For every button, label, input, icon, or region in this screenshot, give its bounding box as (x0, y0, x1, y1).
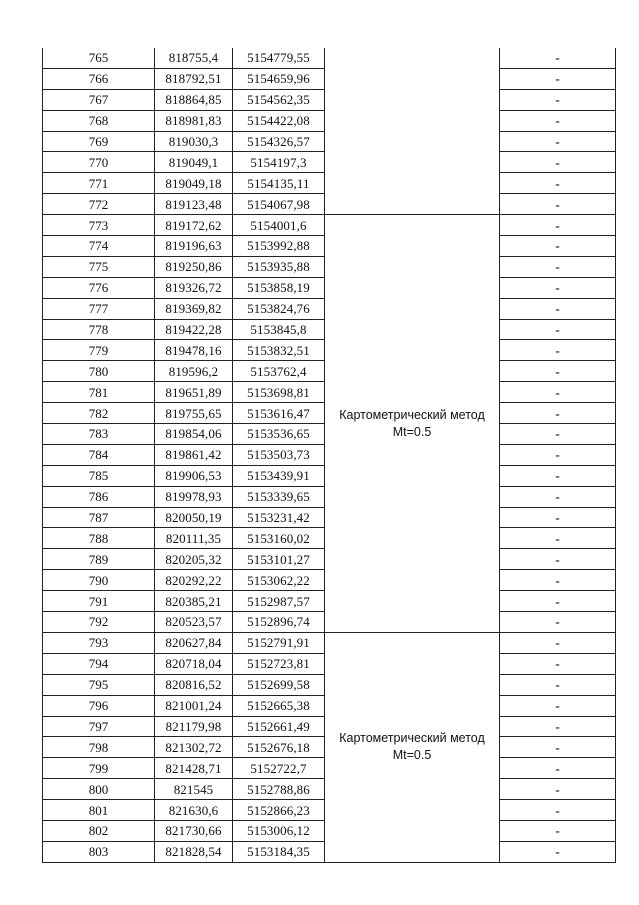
point-number: 766 (43, 68, 155, 89)
accuracy-dash: - (500, 820, 616, 841)
point-number: 773 (43, 215, 155, 236)
coord-y: 5153101,27 (233, 549, 325, 570)
point-number: 795 (43, 674, 155, 695)
coord-y: 5153339,65 (233, 486, 325, 507)
coord-x: 819049,18 (155, 173, 233, 194)
point-number: 803 (43, 841, 155, 862)
table-row (43, 632, 616, 653)
accuracy-dash: - (500, 215, 616, 236)
coord-x: 820718,04 (155, 653, 233, 674)
coord-y: 5154001,6 (233, 215, 325, 236)
point-number: 774 (43, 236, 155, 257)
coord-x: 820523,57 (155, 612, 233, 633)
coord-x: 819755,65 (155, 403, 233, 424)
coord-x: 819906,53 (155, 465, 233, 486)
coord-x: 821428,71 (155, 758, 233, 779)
method-cell (325, 48, 500, 215)
coord-x: 819422,28 (155, 319, 233, 340)
coord-x: 819123,48 (155, 194, 233, 215)
accuracy-dash: - (500, 653, 616, 674)
accuracy-dash: - (500, 236, 616, 257)
point-number: 786 (43, 486, 155, 507)
coord-x: 820111,35 (155, 528, 233, 549)
accuracy-dash: - (500, 319, 616, 340)
coord-x: 818981,83 (155, 110, 233, 131)
coord-y: 5154197,3 (233, 152, 325, 173)
point-number: 791 (43, 591, 155, 612)
accuracy-dash: - (500, 841, 616, 862)
point-number: 770 (43, 152, 155, 173)
coord-y: 5154067,98 (233, 194, 325, 215)
accuracy-dash: - (500, 68, 616, 89)
coord-y: 5152987,57 (233, 591, 325, 612)
coord-x: 820205,32 (155, 549, 233, 570)
point-number: 802 (43, 820, 155, 841)
accuracy-dash: - (500, 737, 616, 758)
coord-x: 819861,42 (155, 444, 233, 465)
coord-y: 5153439,91 (233, 465, 325, 486)
point-number: 799 (43, 758, 155, 779)
coord-y: 5153062,22 (233, 570, 325, 591)
point-number: 767 (43, 89, 155, 110)
coord-x: 819651,89 (155, 382, 233, 403)
coord-x: 819172,62 (155, 215, 233, 236)
accuracy-dash: - (500, 48, 616, 68)
accuracy-dash: - (500, 800, 616, 821)
coord-x: 819030,3 (155, 131, 233, 152)
point-number: 800 (43, 779, 155, 800)
point-number: 801 (43, 800, 155, 821)
point-number: 783 (43, 424, 155, 445)
coord-x: 818792,51 (155, 68, 233, 89)
accuracy-dash: - (500, 465, 616, 486)
point-number: 788 (43, 528, 155, 549)
point-number: 771 (43, 173, 155, 194)
accuracy-dash: - (500, 298, 616, 319)
point-number: 765 (43, 48, 155, 68)
point-number: 775 (43, 256, 155, 277)
accuracy-dash: - (500, 277, 616, 298)
accuracy-dash: - (500, 256, 616, 277)
accuracy-dash: - (500, 591, 616, 612)
coord-y: 5153006,12 (233, 820, 325, 841)
coord-y: 5154326,57 (233, 131, 325, 152)
accuracy-dash: - (500, 152, 616, 173)
accuracy-dash: - (500, 382, 616, 403)
coord-x: 819596,2 (155, 361, 233, 382)
accuracy-dash: - (500, 340, 616, 361)
method-cell: Картометрический метод Mt=0.5 (325, 215, 500, 633)
coord-y: 5153992,88 (233, 236, 325, 257)
coord-y: 5153832,51 (233, 340, 325, 361)
coord-y: 5153858,19 (233, 277, 325, 298)
table-row (43, 48, 616, 68)
coord-x: 819250,86 (155, 256, 233, 277)
coord-y: 5153935,88 (233, 256, 325, 277)
accuracy-dash: - (500, 549, 616, 570)
coord-x: 819854,06 (155, 424, 233, 445)
coord-y: 5152866,23 (233, 800, 325, 821)
accuracy-dash: - (500, 674, 616, 695)
accuracy-dash: - (500, 528, 616, 549)
accuracy-dash: - (500, 361, 616, 382)
point-number: 779 (43, 340, 155, 361)
point-number: 796 (43, 695, 155, 716)
point-number: 798 (43, 737, 155, 758)
coord-x: 819196,63 (155, 236, 233, 257)
coord-x: 818755,4 (155, 48, 233, 68)
coord-y: 5152723,81 (233, 653, 325, 674)
accuracy-dash: - (500, 444, 616, 465)
accuracy-dash: - (500, 424, 616, 445)
accuracy-dash: - (500, 758, 616, 779)
coord-x: 819369,82 (155, 298, 233, 319)
coord-x: 821302,72 (155, 737, 233, 758)
accuracy-dash: - (500, 194, 616, 215)
point-number: 797 (43, 716, 155, 737)
coord-y: 5154562,35 (233, 89, 325, 110)
point-number: 782 (43, 403, 155, 424)
coord-y: 5154779,55 (233, 48, 325, 68)
coord-y: 5153616,47 (233, 403, 325, 424)
point-number: 776 (43, 277, 155, 298)
coord-y: 5154135,11 (233, 173, 325, 194)
coord-y: 5153160,02 (233, 528, 325, 549)
accuracy-dash: - (500, 695, 616, 716)
coord-y: 5153698,81 (233, 382, 325, 403)
coord-x: 819049,1 (155, 152, 233, 173)
coord-y: 5152896,74 (233, 612, 325, 633)
point-number: 772 (43, 194, 155, 215)
table-row (43, 215, 616, 236)
coord-y: 5152699,58 (233, 674, 325, 695)
coord-y: 5154659,96 (233, 68, 325, 89)
point-number: 792 (43, 612, 155, 633)
coord-x: 819326,72 (155, 277, 233, 298)
accuracy-dash: - (500, 632, 616, 653)
coord-y: 5153762,4 (233, 361, 325, 382)
coordinates-table (42, 48, 616, 863)
accuracy-dash: - (500, 131, 616, 152)
coord-y: 5152788,86 (233, 779, 325, 800)
point-number: 781 (43, 382, 155, 403)
accuracy-dash: - (500, 173, 616, 194)
coord-x: 821001,24 (155, 695, 233, 716)
accuracy-dash: - (500, 716, 616, 737)
point-number: 787 (43, 507, 155, 528)
coord-x: 821545 (155, 779, 233, 800)
coord-y: 5152661,49 (233, 716, 325, 737)
coord-x: 819978,93 (155, 486, 233, 507)
coord-x: 821730,66 (155, 820, 233, 841)
coord-x: 820816,52 (155, 674, 233, 695)
point-number: 777 (43, 298, 155, 319)
point-number: 790 (43, 570, 155, 591)
coord-x: 821630,6 (155, 800, 233, 821)
coord-x: 820627,84 (155, 632, 233, 653)
coord-x: 820292,22 (155, 570, 233, 591)
point-number: 785 (43, 465, 155, 486)
coord-y: 5153503,73 (233, 444, 325, 465)
coord-x: 821828,54 (155, 841, 233, 862)
coord-y: 5152722,7 (233, 758, 325, 779)
coord-y: 5152676,18 (233, 737, 325, 758)
coord-y: 5153536,65 (233, 424, 325, 445)
coord-y: 5153184,35 (233, 841, 325, 862)
coord-y: 5153824,76 (233, 298, 325, 319)
accuracy-dash: - (500, 612, 616, 633)
coord-x: 820385,21 (155, 591, 233, 612)
accuracy-dash: - (500, 779, 616, 800)
coord-x: 820050,19 (155, 507, 233, 528)
coord-y: 5154422,08 (233, 110, 325, 131)
accuracy-dash: - (500, 110, 616, 131)
coord-y: 5152791,91 (233, 632, 325, 653)
method-cell: Картометрический метод Mt=0.5 (325, 632, 500, 862)
accuracy-dash: - (500, 89, 616, 110)
coord-y: 5153231,42 (233, 507, 325, 528)
point-number: 768 (43, 110, 155, 131)
accuracy-dash: - (500, 486, 616, 507)
point-number: 784 (43, 444, 155, 465)
coord-y: 5153845,8 (233, 319, 325, 340)
point-number: 793 (43, 632, 155, 653)
accuracy-dash: - (500, 570, 616, 591)
accuracy-dash: - (500, 403, 616, 424)
coord-y: 5152665,38 (233, 695, 325, 716)
point-number: 769 (43, 131, 155, 152)
point-number: 778 (43, 319, 155, 340)
table-body (43, 48, 616, 862)
point-number: 780 (43, 361, 155, 382)
coord-x: 821179,98 (155, 716, 233, 737)
accuracy-dash: - (500, 507, 616, 528)
coord-x: 819478,16 (155, 340, 233, 361)
point-number: 794 (43, 653, 155, 674)
coord-x: 818864,85 (155, 89, 233, 110)
point-number: 789 (43, 549, 155, 570)
